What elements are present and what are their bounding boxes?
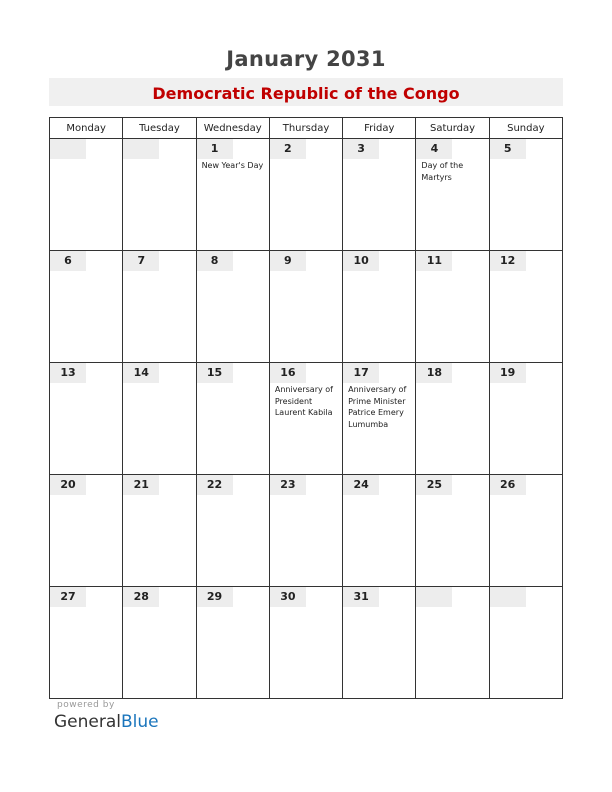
day-cell bbox=[416, 475, 489, 587]
holiday-label: Day of the Martyrs bbox=[421, 161, 464, 182]
day-cell bbox=[489, 363, 562, 475]
day-number bbox=[490, 587, 526, 607]
holiday-label: New Year's Day bbox=[201, 161, 264, 170]
week-row bbox=[50, 363, 563, 475]
day-number: 6 bbox=[50, 251, 86, 271]
day-number: 22 bbox=[197, 475, 233, 495]
weekday-wednesday: Wednesday bbox=[196, 118, 269, 139]
day-number bbox=[416, 587, 452, 607]
day-cell bbox=[416, 251, 489, 363]
day-number: 5 bbox=[490, 139, 526, 159]
calendar-grid bbox=[49, 117, 563, 699]
day-cell bbox=[123, 475, 196, 587]
day-cell bbox=[50, 139, 123, 251]
day-cell bbox=[123, 363, 196, 475]
logo-blue-text: Blue bbox=[121, 712, 159, 732]
country-name: Democratic Republic of the Congo bbox=[152, 84, 460, 103]
day-number: 1 bbox=[197, 139, 233, 159]
calendar-title: January 2031 bbox=[226, 47, 386, 71]
day-number: 7 bbox=[123, 251, 159, 271]
logo-general-text: General bbox=[54, 712, 121, 732]
week-row bbox=[50, 475, 563, 587]
day-number: 29 bbox=[197, 587, 233, 607]
day-cell bbox=[343, 475, 416, 587]
day-number: 24 bbox=[343, 475, 379, 495]
day-number: 4 bbox=[416, 139, 452, 159]
weekday-thursday: Thursday bbox=[269, 118, 342, 139]
day-cell bbox=[343, 251, 416, 363]
day-number: 9 bbox=[270, 251, 306, 271]
day-cell bbox=[196, 363, 269, 475]
day-number: 3 bbox=[343, 139, 379, 159]
day-cell bbox=[269, 587, 342, 699]
day-number: 14 bbox=[123, 363, 159, 383]
day-cell bbox=[269, 139, 342, 251]
holiday-label: Anniversary of Prime Minister Patrice Emery Lumumba bbox=[348, 385, 407, 429]
week-row bbox=[50, 587, 563, 699]
day-number: 23 bbox=[270, 475, 306, 495]
day-cell bbox=[50, 363, 123, 475]
day-number: 25 bbox=[416, 475, 452, 495]
week-row bbox=[50, 139, 563, 251]
day-number: 31 bbox=[343, 587, 379, 607]
day-cell bbox=[123, 139, 196, 251]
day-number: 10 bbox=[343, 251, 379, 271]
weekday-monday: Monday bbox=[50, 118, 123, 139]
day-cell bbox=[489, 139, 562, 251]
day-number: 26 bbox=[490, 475, 526, 495]
powered-by-label: powered by bbox=[57, 700, 115, 710]
day-cell bbox=[343, 363, 416, 475]
day-number: 19 bbox=[490, 363, 526, 383]
day-number: 2 bbox=[270, 139, 306, 159]
day-cell bbox=[269, 251, 342, 363]
day-number: 12 bbox=[490, 251, 526, 271]
holiday-label: Anniversary of President Laurent Kabila bbox=[274, 385, 333, 417]
day-cell bbox=[123, 251, 196, 363]
day-number: 21 bbox=[123, 475, 159, 495]
day-cell bbox=[416, 363, 489, 475]
day-cell bbox=[50, 475, 123, 587]
day-number: 11 bbox=[416, 251, 452, 271]
weekday-header-row bbox=[50, 118, 563, 139]
day-number: 27 bbox=[50, 587, 86, 607]
day-cell bbox=[343, 139, 416, 251]
day-cell bbox=[269, 363, 342, 475]
day-cell bbox=[196, 587, 269, 699]
day-cell bbox=[269, 475, 342, 587]
weekday-tuesday: Tuesday bbox=[123, 118, 196, 139]
weekday-friday: Friday bbox=[343, 118, 416, 139]
day-number: 28 bbox=[123, 587, 159, 607]
day-number: 13 bbox=[50, 363, 86, 383]
day-cell bbox=[489, 587, 562, 699]
generalblue-logo[interactable] bbox=[54, 712, 159, 732]
day-cell bbox=[196, 139, 269, 251]
weekday-saturday: Saturday bbox=[416, 118, 489, 139]
day-cell bbox=[416, 587, 489, 699]
day-cell bbox=[50, 587, 123, 699]
day-cell bbox=[123, 587, 196, 699]
weekday-sunday: Sunday bbox=[489, 118, 562, 139]
day-number: 16 bbox=[270, 363, 306, 383]
day-number: 30 bbox=[270, 587, 306, 607]
day-cell bbox=[489, 251, 562, 363]
day-number: 8 bbox=[197, 251, 233, 271]
day-number: 17 bbox=[343, 363, 379, 383]
day-number: 20 bbox=[50, 475, 86, 495]
day-cell bbox=[50, 251, 123, 363]
week-row bbox=[50, 251, 563, 363]
day-cell bbox=[196, 251, 269, 363]
day-number bbox=[123, 139, 159, 159]
day-cell bbox=[489, 475, 562, 587]
day-number: 15 bbox=[197, 363, 233, 383]
day-cell bbox=[343, 587, 416, 699]
day-number bbox=[50, 139, 86, 159]
day-cell bbox=[196, 475, 269, 587]
day-number: 18 bbox=[416, 363, 452, 383]
day-cell bbox=[416, 139, 489, 251]
